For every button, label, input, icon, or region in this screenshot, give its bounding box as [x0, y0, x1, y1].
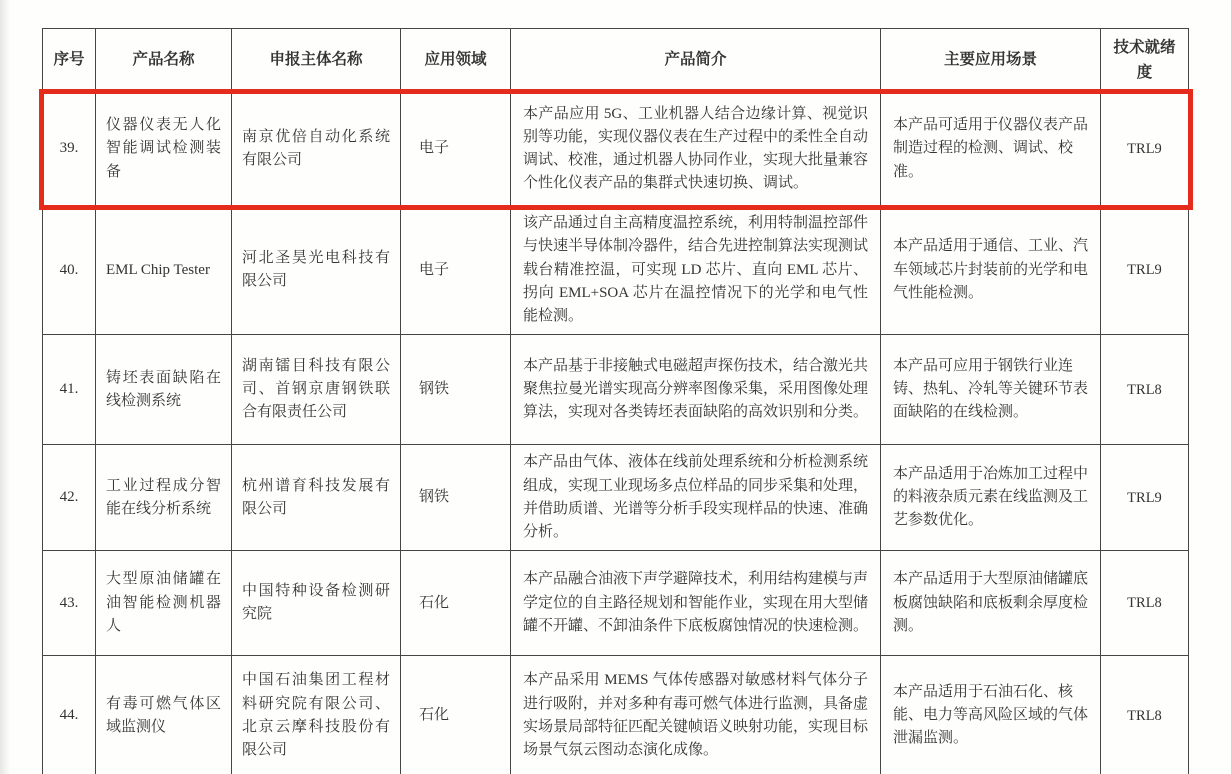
table-row	[43, 551, 1189, 656]
cell-intro: 本产品融合油液下声学避障技术，利用结构建模与声学定位的自主路径规划和智能作业，实现在用大型储罐不开罐、不卸油条件下底板腐蚀情况的快速检测。	[511, 551, 881, 656]
cell-scenario: 本产品可适用于仪器仪表产品制造过程的检测、调试、校准。	[881, 93, 1101, 206]
cell-no: 39.	[43, 93, 96, 206]
table-row	[43, 445, 1189, 551]
cell-trl: TRL8	[1101, 335, 1189, 445]
cell-applicant: 中国特种设备检测研究院	[232, 551, 401, 656]
cell-scenario: 本产品适用于大型原油储罐底板腐蚀缺陷和底板剩余厚度检测。	[881, 551, 1101, 656]
column-header-intro: 产品简介	[511, 29, 881, 93]
cell-intro: 本产品基于非接触式电磁超声探伤技术，结合激光共聚焦拉曼光谱实现高分辨率图像采集，采用图像处理算法，实现对各类铸坯表面缺陷的高效识别和分类。	[511, 335, 881, 445]
cell-intro: 本产品采用 MEMS 气体传感器对敏感材料气体分子进行吸附，并对多种有毒可燃气体进行监测，具备虚实场景局部特征匹配关键帧语义映射功能，实现目标场景气氛云图动态演化成像。	[511, 656, 881, 774]
cell-trl: TRL8	[1101, 551, 1189, 656]
cell-trl: TRL8	[1101, 656, 1189, 774]
table-row	[43, 656, 1189, 774]
cell-no: 43.	[43, 551, 96, 656]
cell-field: 电子	[401, 206, 511, 335]
table-row	[43, 335, 1189, 445]
cell-applicant: 中国石油集团工程材料研究院有限公司、北京云摩科技股份有限公司	[232, 656, 401, 774]
cell-field: 石化	[401, 656, 511, 774]
cell-product-name: 仪器仪表无人化智能调试检测装备	[96, 93, 232, 206]
cell-product-name: 工业过程成分智能在线分析系统	[96, 445, 232, 551]
table-row	[43, 206, 1189, 335]
column-header-field: 应用领域	[401, 29, 511, 93]
header-row	[43, 29, 1189, 93]
cell-no: 42.	[43, 445, 96, 551]
cell-trl: TRL9	[1101, 445, 1189, 551]
cell-product-name: 铸坯表面缺陷在线检测系统	[96, 335, 232, 445]
cell-intro: 本产品由气体、液体在线前处理系统和分析检测系统组成，实现工业现场多点位样品的同步采集和处理，并借助质谱、光谱等分析手段实现样品的快速、准确分析。	[511, 445, 881, 551]
cell-field: 钢铁	[401, 445, 511, 551]
cell-no: 40.	[43, 206, 96, 335]
cell-field: 石化	[401, 551, 511, 656]
cell-intro: 本产品应用 5G、工业机器人结合边缘计算、视觉识别等功能，实现仪器仪表在生产过程中的柔性全自动调试、校准，通过机器人协同作业，实现大批量兼容个性化仪表产品的集群式快速切换、调试。	[511, 93, 881, 206]
column-header-applicant: 申报主体名称	[232, 29, 401, 93]
column-header-no: 序号	[43, 29, 96, 93]
cell-trl: TRL9	[1101, 93, 1189, 206]
cell-no: 41.	[43, 335, 96, 445]
cell-field: 电子	[401, 93, 511, 206]
cell-applicant: 河北圣昊光电科技有限公司	[232, 206, 401, 335]
cell-applicant: 杭州谱育科技发展有限公司	[232, 445, 401, 551]
cell-intro: 该产品通过自主高精度温控系统，利用特制温控部件与快速半导体制冷器件，结合先进控制算法实现测试载台精准控温，可实现 LD 芯片、直向 EML 芯片、拐向 EML+SOA 芯片在温控情况下的光学和电气性能检测。	[511, 206, 881, 335]
cell-applicant: 湖南镭目科技有限公司、首钢京唐钢铁联合有限责任公司	[232, 335, 401, 445]
cell-no: 44.	[43, 656, 96, 774]
column-header-name: 产品名称	[96, 29, 232, 93]
cell-scenario: 本产品适用于冶炼加工过程中的料液杂质元素在线监测及工艺参数优化。	[881, 445, 1101, 551]
column-header-trl: 技术就绪度	[1101, 29, 1189, 93]
cell-applicant: 南京优倍自动化系统有限公司	[232, 93, 401, 206]
table-row-highlighted	[43, 93, 1189, 206]
cell-field: 钢铁	[401, 335, 511, 445]
cell-trl: TRL9	[1101, 206, 1189, 335]
cell-scenario: 本产品可应用于钢铁行业连铸、热轧、冷轧等关键环节表面缺陷的在线检测。	[881, 335, 1101, 445]
column-header-scenario: 主要应用场景	[881, 29, 1101, 93]
products-table	[42, 28, 1189, 774]
cell-scenario: 本产品适用于石油石化、核能、电力等高风险区域的气体泄漏监测。	[881, 656, 1101, 774]
cell-scenario: 本产品适用于通信、工业、汽车领域芯片封装前的光学和电气性能检测。	[881, 206, 1101, 335]
cell-product-name: EML Chip Tester	[96, 206, 232, 335]
cell-product-name: 有毒可燃气体区域监测仪	[96, 656, 232, 774]
cell-product-name: 大型原油储罐在油智能检测机器人	[96, 551, 232, 656]
